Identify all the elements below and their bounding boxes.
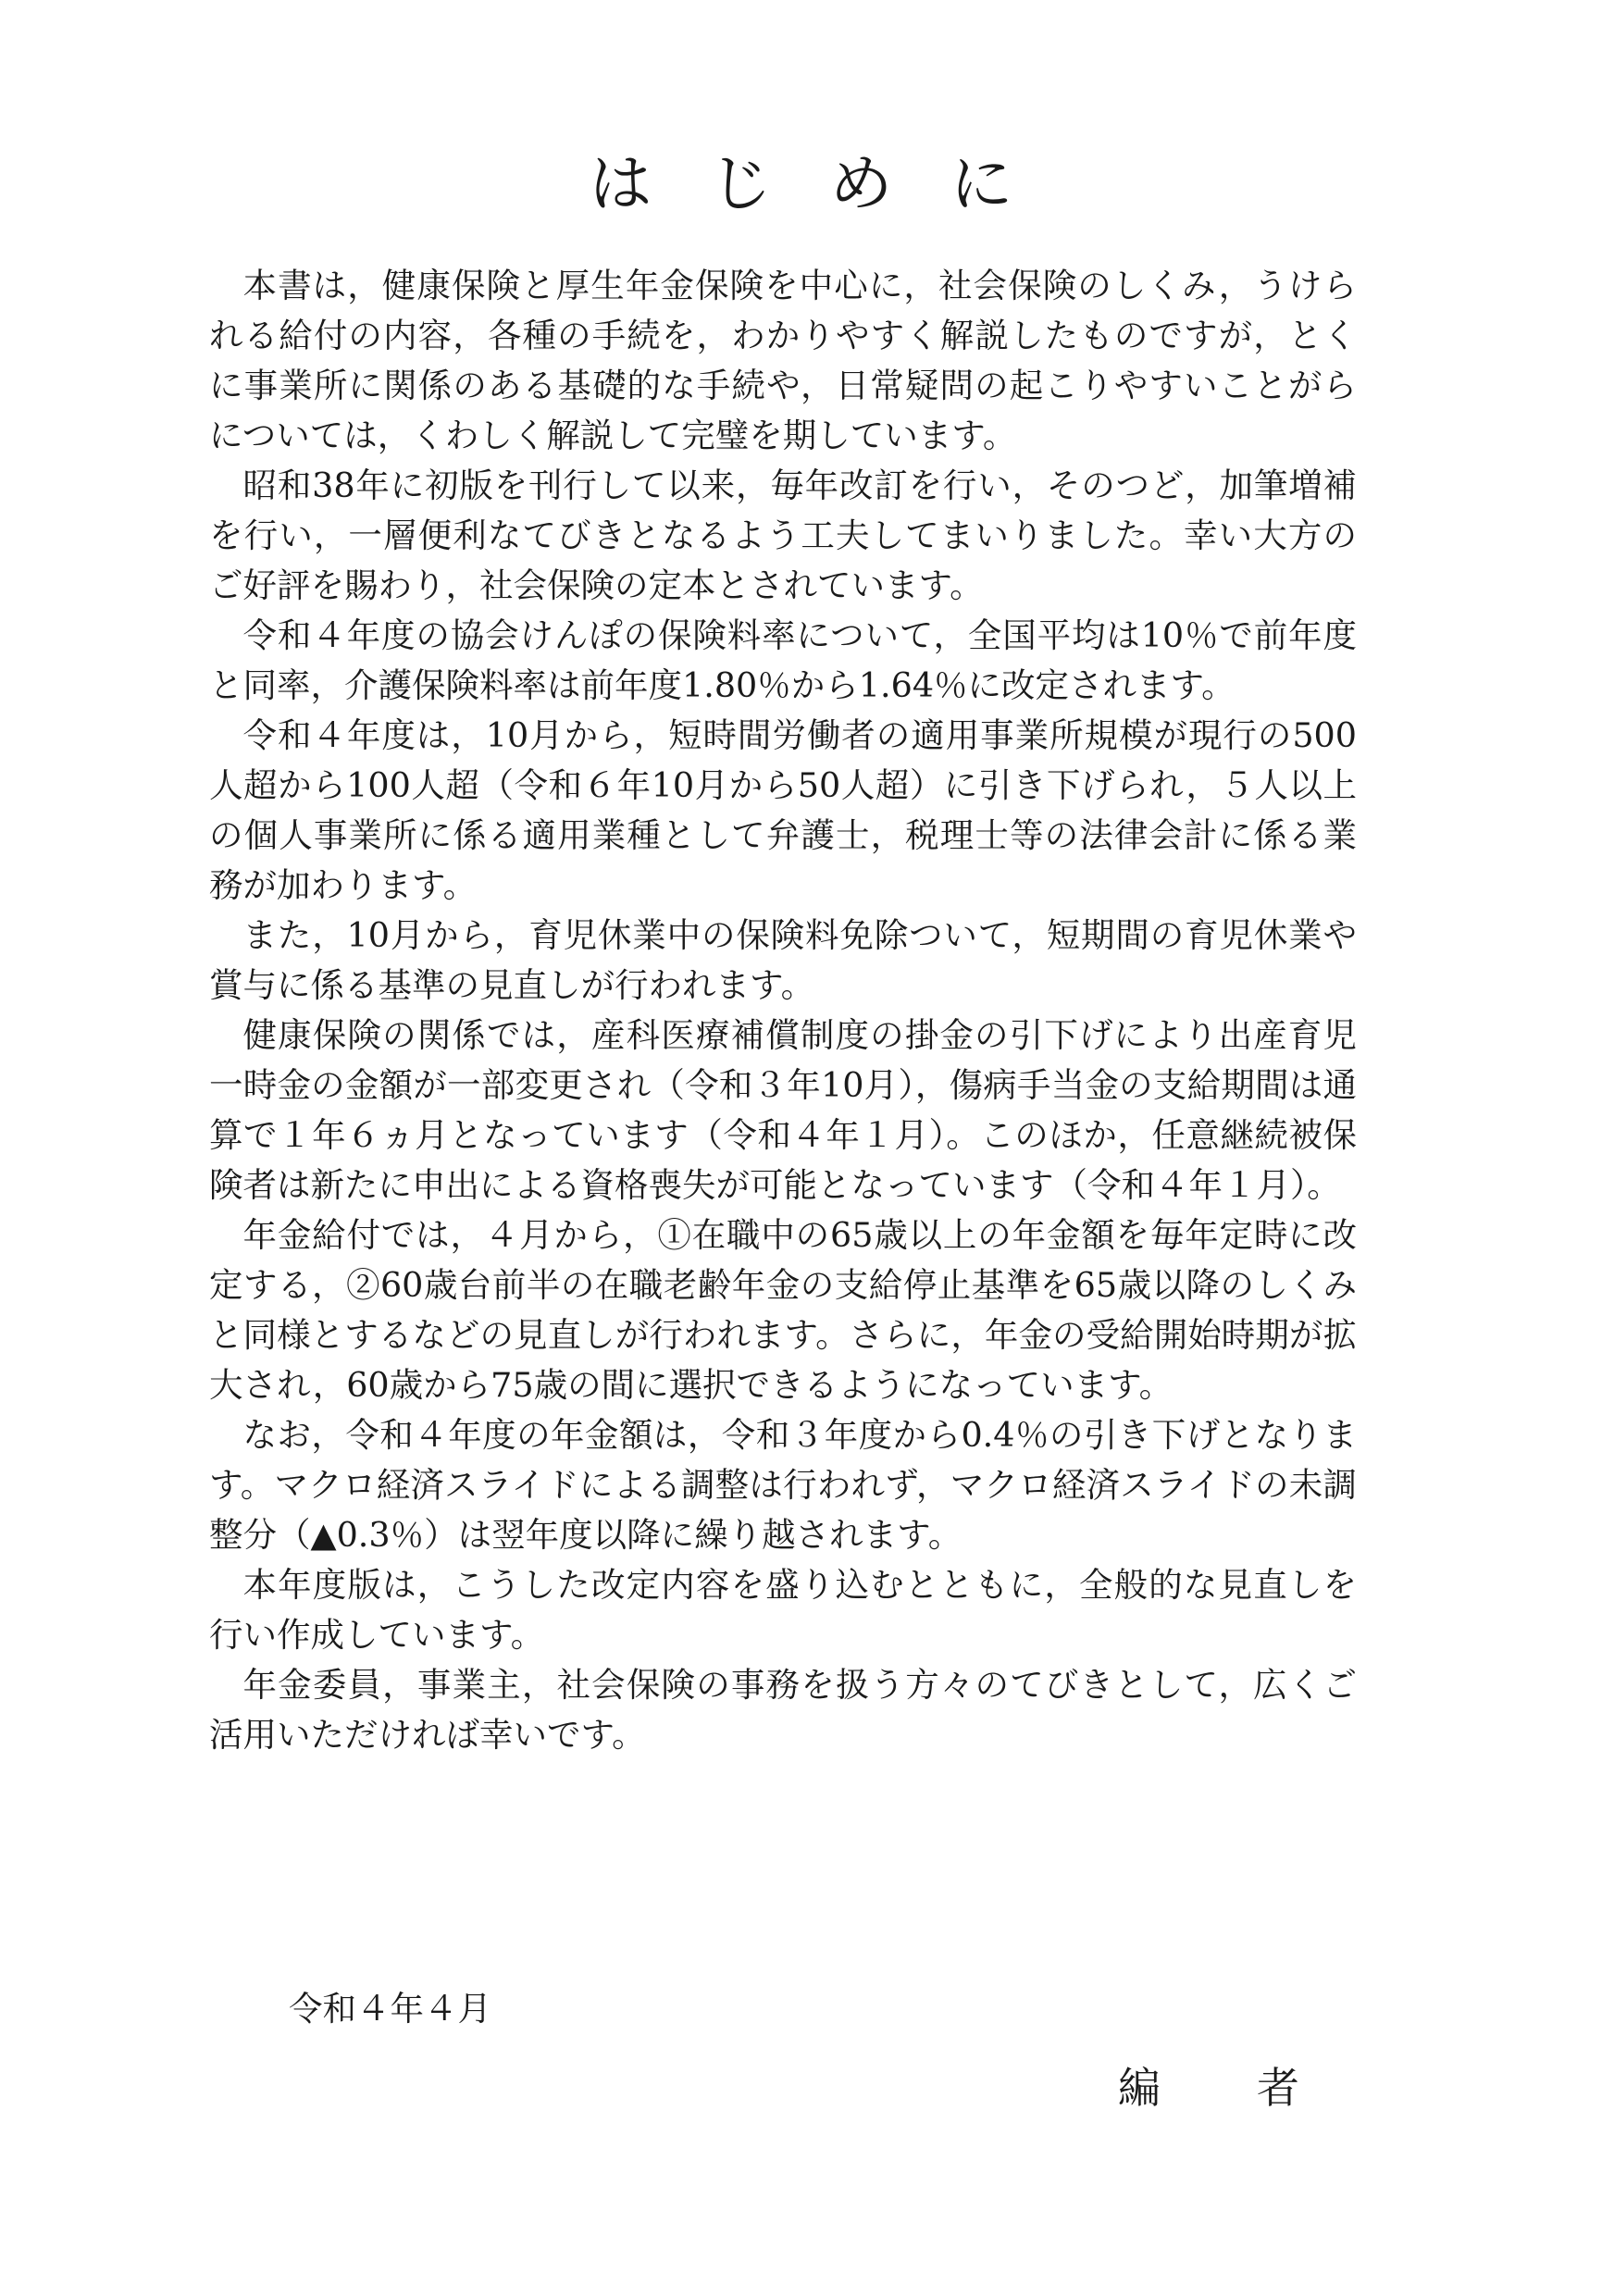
- paragraph-7: 年金給付では，４月から，①在職中の65歳以上の年金額を毎年定時に改定する，②60歳台前半の在職老齢年金の支給停止基準を65歳以降のしくみと同様とするなどの見直しが行われます。さらに，年金の受給開始時期が拡大され，60歳から75歳の間に選択できるようになっています。: [209, 1215, 1357, 1405]
- paragraph-1: 本書は，健康保険と厚生年金保険を中心に，社会保険のしくみ，うけられる給付の内容，各種の手続を，わかりやすく解説したものですが，とくに事業所に関係のある基礎的な手続や，日常疑問の起こりやすいことがらについては，くわしく解説して完璧を期しています。: [209, 266, 1357, 455]
- paragraph-8: なお，令和４年度の年金額は，令和３年度から0.4％の引き下げとなります。マクロ経済スライドによる調整は行われず，マクロ経済スライドの未調整分（▲0.3％）は翌年度以降に繰り越されます。: [209, 1415, 1357, 1555]
- editor-signature: 編者: [1118, 2063, 1396, 2113]
- paragraph-4: 令和４年度は，10月から，短時間労働者の適用事業所規模が現行の500人超から100人超（令和６年10月から50人超）に引き下げられ，５人以上の個人事業所に係る適用業種として弁護士，税理士等の法律会計に係る業務が加わります。: [209, 715, 1357, 905]
- paragraph-5: また，10月から，育児休業中の保険料免除ついて，短期間の育児休業や賞与に係る基準の見直しが行われます。: [209, 915, 1357, 1005]
- publication-date: 令和４年４月: [289, 1989, 491, 2029]
- paragraph-2: 昭和38年に初版を刊行して以来，毎年改訂を行い，そのつど，加筆増補を行い，一層便利なてびきとなるよう工夫してまいりました。幸い大方のご好評を賜わり，社会保険の定本とされています。: [209, 465, 1357, 605]
- paragraph-9: 本年度版は，こうした改定内容を盛り込むとともに，全般的な見直しを行い作成しています。: [209, 1565, 1357, 1655]
- paragraph-3: 令和４年度の協会けんぽの保険料率について，全国平均は10％で前年度と同率，介護保険料率は前年度1.80％から1.64％に改定されます。: [209, 615, 1357, 705]
- paragraph-10: 年金委員，事業主，社会保険の事務を扱う方々のてびきとして，広くご活用いただければ幸いです。: [209, 1665, 1357, 1755]
- preface-body: [209, 261, 1357, 1760]
- paragraph-6: 健康保険の関係では，産科医療補償制度の掛金の引下げにより出産育児一時金の金額が一部変更され（令和３年10月），傷病手当金の支給期間は通算で１年６ヵ月となっています（令和４年１月）。このほか，任意継続被保険者は新たに申出による資格喪失が可能となっています（令和４年１月）。: [209, 1015, 1357, 1205]
- page-title: はじめに: [589, 148, 1071, 221]
